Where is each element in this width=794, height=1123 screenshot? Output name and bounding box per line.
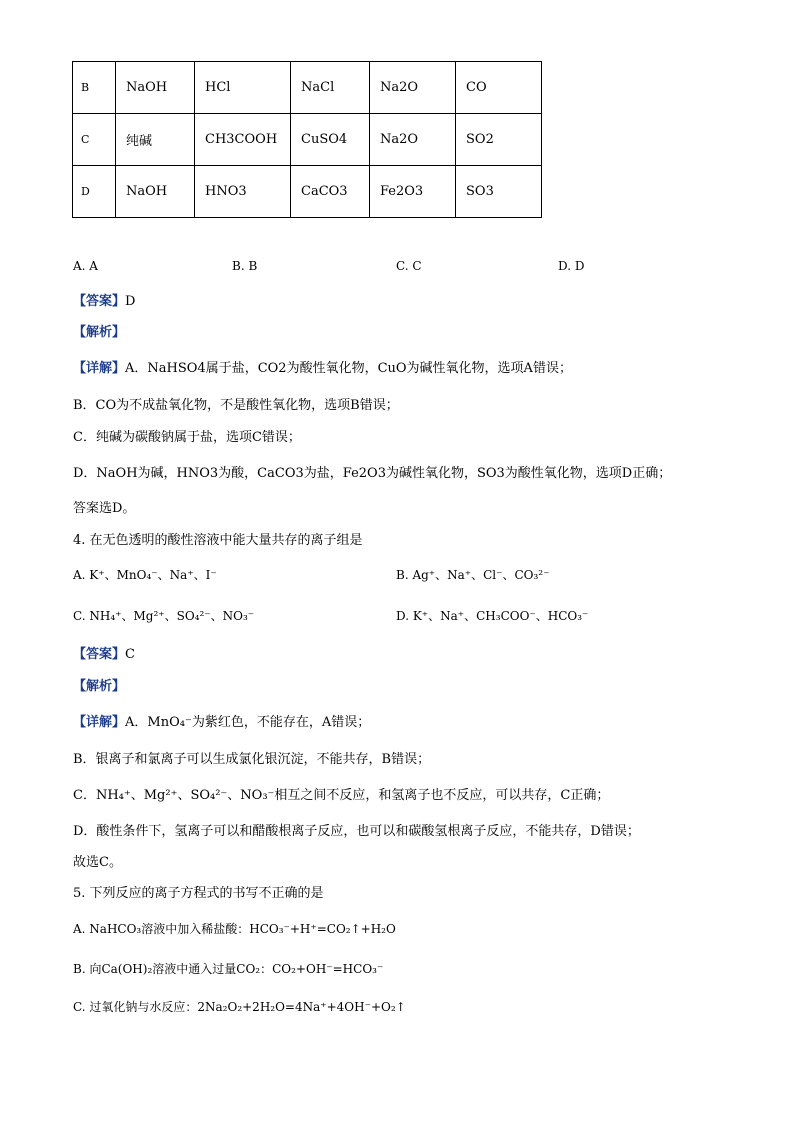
answer-tag: 【答案】	[73, 294, 126, 309]
q3-option-a: A. A	[73, 259, 98, 273]
table-cell: D	[73, 166, 116, 218]
table-row	[73, 62, 542, 114]
q5-option-b: B. 向Ca(OH)₂溶液中通入过量CO₂：CO₂+OH⁻=HCO₃⁻	[73, 962, 384, 976]
table-cell: CO	[456, 62, 542, 114]
q3-answer	[73, 290, 135, 309]
table-cell: CuSO4	[291, 114, 370, 166]
table-cell: NaOH	[116, 62, 195, 114]
answer-value: C	[125, 647, 135, 662]
q3-detail-line	[73, 357, 572, 376]
answer-value: D	[125, 294, 136, 309]
q3-conclusion: 答案选D。	[73, 501, 136, 516]
q3-analysis-tag	[73, 321, 125, 340]
table-cell: HCl	[195, 62, 291, 114]
q3-option-d: D. D	[558, 259, 585, 273]
table-cell: Fe2O3	[370, 166, 456, 218]
table-cell: 纯碱	[116, 114, 195, 166]
q4-detail-line	[73, 711, 370, 730]
q3-detail-line: C．纯碱为碳酸钠属于盐，选项C错误；	[73, 430, 301, 445]
classification-table	[72, 61, 542, 218]
q3-detail-line: B．CO为不成盐氧化物，不是酸性氧化物，选项B错误；	[73, 398, 399, 413]
q3-option-b: B. B	[232, 259, 258, 273]
table-cell: C	[73, 114, 116, 166]
table-cell: B	[73, 62, 116, 114]
detail-tag: 【详解】	[73, 715, 126, 730]
q4-detail-line: D．酸性条件下，氢离子可以和醋酸根离子反应，也可以和碳酸氢根离子反应，不能共存，D错误；	[73, 824, 640, 839]
table-cell: HNO3	[195, 166, 291, 218]
table-row	[73, 114, 542, 166]
table-cell: SO3	[456, 166, 542, 218]
q4-option-a: A. K⁺、MnO₄⁻、Na⁺、I⁻	[73, 568, 217, 582]
table-cell: Na2O	[370, 62, 456, 114]
q4-option-c: C. NH₄⁺、Mg²⁺、SO₄²⁻、NO₃⁻	[73, 609, 255, 623]
q4-option-d: D. K⁺、Na⁺、CH₃COO⁻、HCO₃⁻	[396, 609, 589, 623]
table-cell: Na2O	[370, 114, 456, 166]
table-cell: CaCO3	[291, 166, 370, 218]
detail-text: A．MnO₄⁻为紫红色，不能存在，A错误；	[125, 715, 371, 730]
q4-answer	[73, 643, 135, 662]
q4-conclusion: 故选C。	[73, 855, 122, 870]
q5-option-c: C. 过氧化钠与水反应：2Na₂O₂+2H₂O=4Na⁺+4OH⁻+O₂↑	[73, 1000, 406, 1014]
q3-detail-line: D．NaOH为碱，HNO3为酸，CaCO3为盐，Fe2O3为碱性氧化物，SO3为酸性氧化物，选项D正确；	[73, 466, 672, 481]
q5-option-a: A. NaHCO₃溶液中加入稀盐酸：HCO₃⁻+H⁺=CO₂↑+H₂O	[73, 922, 396, 936]
table-cell: NaCl	[291, 62, 370, 114]
q4-detail-line: C．NH₄⁺、Mg²⁺、SO₄²⁻、NO₃⁻相互之间不反应，和氢离子也不反应，可以共存，C正确；	[73, 788, 610, 803]
table-cell: NaOH	[116, 166, 195, 218]
detail-tag: 【详解】	[73, 361, 126, 376]
table-row	[73, 166, 542, 218]
detail-text: A．NaHSO4属于盐，CO2为酸性氧化物，CuO为碱性氧化物，选项A错误；	[125, 361, 572, 376]
table-cell: CH3COOH	[195, 114, 291, 166]
q4-stem: 4. 在无色透明的酸性溶液中能大量共存的离子组是	[73, 533, 363, 548]
analysis-tag: 【解析】	[73, 679, 126, 694]
table-cell: SO2	[456, 114, 542, 166]
q3-option-c: C. C	[396, 259, 422, 273]
q4-option-b: B. Ag⁺、Na⁺、Cl⁻、CO₃²⁻	[396, 568, 550, 582]
q4-detail-line: B．银离子和氯离子可以生成氯化银沉淀，不能共存，B错误；	[73, 752, 431, 767]
q5-stem: 5. 下列反应的离子方程式的书写不正确的是	[73, 886, 324, 901]
answer-tag: 【答案】	[73, 647, 126, 662]
analysis-tag: 【解析】	[73, 325, 126, 340]
q4-analysis-tag	[73, 675, 125, 694]
